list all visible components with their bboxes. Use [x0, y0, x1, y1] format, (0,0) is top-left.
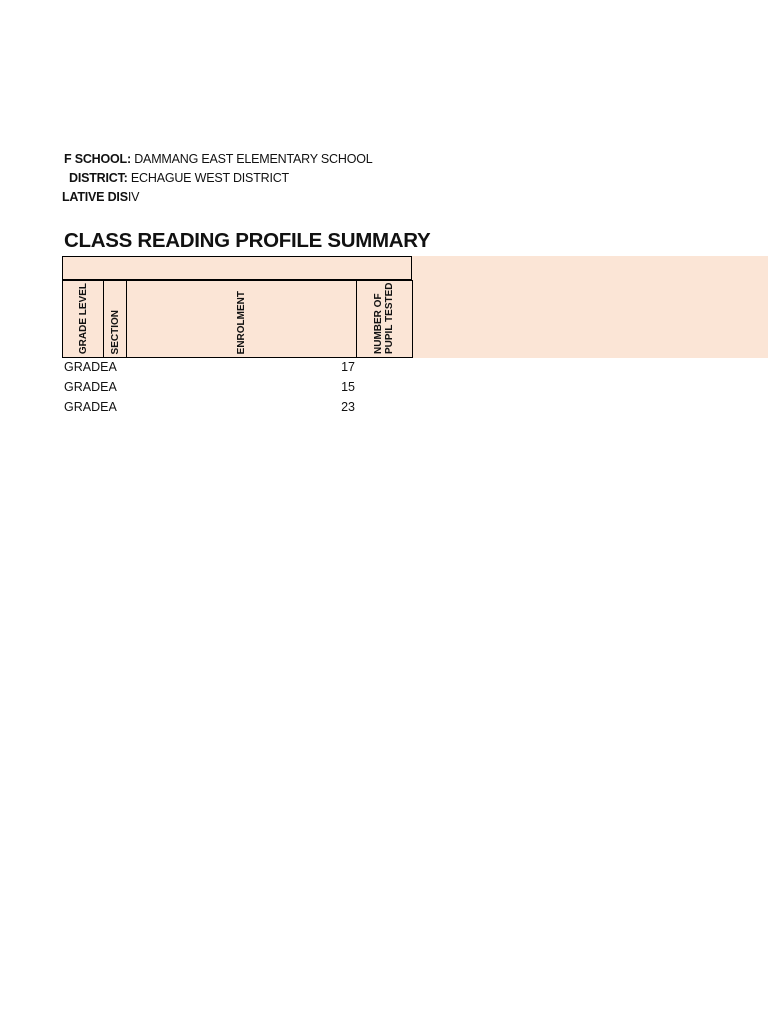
enrolment-cell: 17 [341, 360, 355, 374]
column-header-pupils-tested: NUMBER OF PUPIL TESTED [356, 280, 413, 358]
legislative-district-value: IV [127, 190, 140, 204]
header-caption-cell [62, 256, 412, 280]
column-header-grade-level: GRADE LEVEL [62, 280, 104, 358]
district-line [69, 171, 289, 185]
district-label: DISTRICT: [69, 171, 128, 185]
table-row [62, 360, 382, 380]
district-value: ECHAGUE WEST DISTRICT [130, 171, 289, 185]
column-header-enrolment: ENROLMENT [126, 280, 357, 358]
school-line [64, 152, 373, 166]
legislative-district-line [62, 190, 139, 204]
school-value: DAMMANG EAST ELEMENTARY SCHOOL [134, 152, 373, 166]
enrolment-cell: 23 [341, 400, 355, 414]
table-row [62, 400, 382, 420]
enrolment-cell: 15 [341, 380, 355, 394]
page-title: CLASS READING PROFILE SUMMARY [64, 229, 431, 252]
table-row [62, 380, 382, 400]
school-label: F SCHOOL: [64, 152, 131, 166]
column-header-section: SECTION [103, 280, 127, 358]
grade-cell: GRADEA [64, 400, 117, 414]
legislative-district-label: LATIVE DIS [62, 190, 128, 204]
table-header-row [62, 280, 413, 358]
grade-cell: GRADEA [64, 380, 117, 394]
grade-cell: GRADEA [64, 360, 117, 374]
